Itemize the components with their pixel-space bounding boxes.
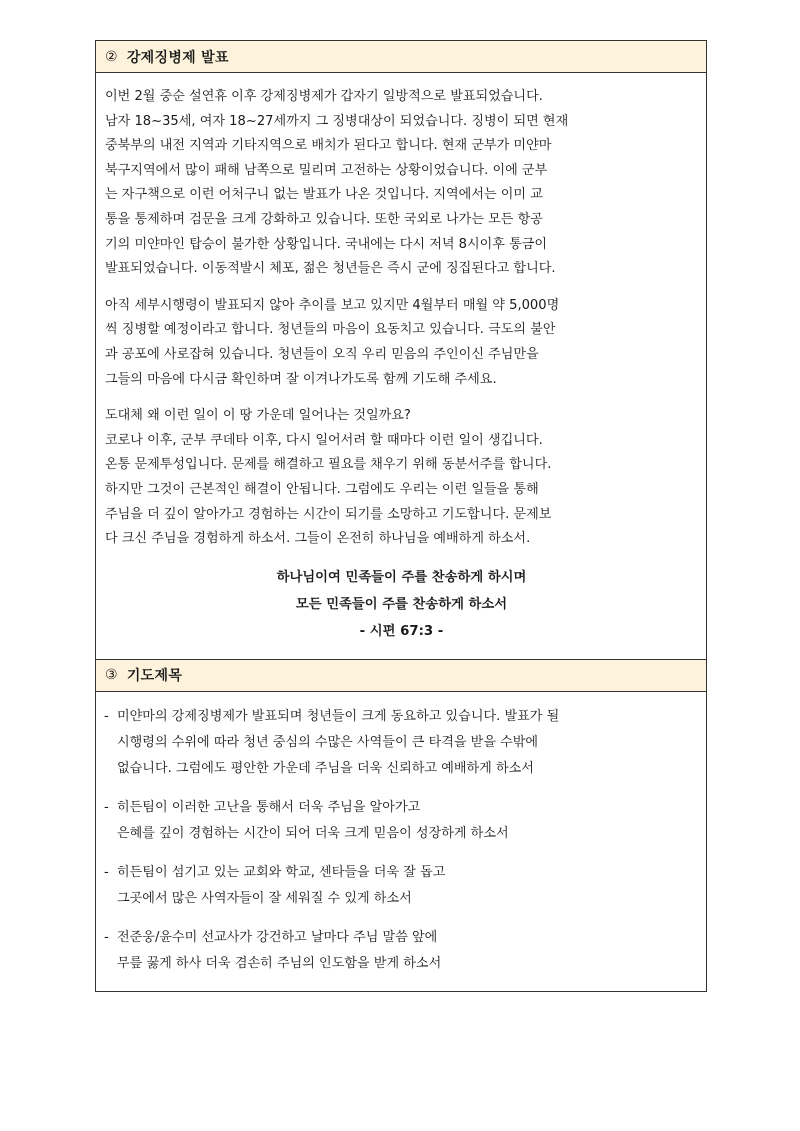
- verse-reference: - 시편 67:3 -: [359, 623, 444, 639]
- paragraph-line: 아직 세부시행령이 발표되지 않아 추이를 보고 있지만 4월부터 매월 약 5,000명: [105, 297, 560, 313]
- prayer-line: 히든팀이 섬기고 있는 교회와 학교, 센타들을 더욱 잘 돕고: [117, 864, 446, 880]
- verse-line: 하나님이여 민족들이 주를 찬송하게 하시며: [276, 569, 527, 585]
- prayer-item: [104, 795, 698, 847]
- prayer-item: [104, 925, 698, 977]
- prayer-text: [117, 704, 559, 782]
- prayer-text: [117, 925, 441, 977]
- paragraph: [105, 85, 698, 282]
- bullet-dash: -: [104, 864, 109, 880]
- section-number: ③: [105, 667, 118, 684]
- newsletter-page: [95, 40, 707, 992]
- prayer-line: 없습니다. 그럼에도 평안한 가운데 주님을 더욱 신뢰하고 예배하게 하소서: [117, 760, 534, 776]
- paragraph-line: 통을 통제하며 검문을 크게 강화하고 있습니다. 또한 국외로 나가는 모든 항공: [105, 211, 543, 227]
- prayer-line: 은혜를 깊이 경험하는 시간이 되어 더욱 크게 믿음이 성장하게 하소서: [117, 825, 509, 841]
- prayer-line: 시행령의 수위에 따라 청년 중심의 수많은 사역들이 큰 타격을 받을 수밖에: [117, 734, 539, 750]
- section-title: 강제징병제 발표: [126, 49, 229, 66]
- paragraph-line: 는 자구책으로 이런 어처구니 없는 발표가 나온 것입니다. 지역에서는 이미 교: [105, 187, 543, 203]
- paragraph-line: 북구지역에서 많이 패해 남쪽으로 밀리며 고전하는 상황이었습니다. 이에 군부: [105, 162, 548, 178]
- section-number: ②: [105, 48, 118, 65]
- paragraph-line: 이번 2월 중순 설연휴 이후 강제징병제가 갑자기 일방적으로 발표되었습니다.: [105, 89, 543, 104]
- prayer-line: 미얀마의 강제징병제가 발표되며 청년들이 크게 동요하고 있습니다. 발표가 될: [117, 708, 560, 724]
- prayer-text: [117, 795, 509, 847]
- paragraph-line: 씩 징병할 예정이라고 합니다. 청년들의 마음이 요동치고 있습니다. 극도의 불안: [105, 322, 556, 338]
- paragraph-line: 다 크신 주님을 경험하게 하소서. 그들이 온전히 하나님을 예배하게 하소서.: [105, 531, 531, 547]
- section-body: [96, 73, 706, 659]
- section-header: [96, 660, 706, 692]
- section-header: [96, 41, 706, 73]
- paragraph-line: 기의 미얀마인 탑승이 불가한 상황입니다. 국내에는 다시 저녁 8시이후 통금이: [105, 236, 548, 252]
- prayer-list: [96, 692, 706, 991]
- paragraph-line: 발표되었습니다. 이동적발시 체포, 젊은 청년들은 즉시 군에 징집된다고 합니다.: [105, 261, 556, 277]
- section-conscription: [95, 40, 707, 660]
- prayer-item: [104, 704, 698, 782]
- prayer-line: 무릎 꿇게 하사 더욱 겸손히 주님의 인도함을 받게 하소서: [117, 955, 442, 971]
- verse-line: 모든 민족들이 주를 찬송하게 하소서: [295, 596, 508, 612]
- paragraph-line: 남자 18~35세, 여자 18~27세까지 그 징병대상이 되었습니다. 징병이 되면 현재: [105, 113, 569, 129]
- prayer-line: 그곳에서 많은 사역자들이 잘 세워질 수 있게 하소서: [117, 890, 412, 906]
- paragraph-line: 하지만 그것이 근본적인 해결이 안됩니다. 그럼에도 우리는 이런 일들을 통해: [105, 481, 539, 497]
- bullet-dash: -: [104, 929, 109, 945]
- bullet-dash: -: [104, 708, 109, 724]
- section-prayer-requests: [95, 660, 707, 992]
- paragraph-line: 도대체 왜 이런 일이 이 땅 가운데 일어나는 것일까요?: [105, 408, 411, 424]
- prayer-item: [104, 860, 698, 912]
- paragraph-line: 중북부의 내전 지역과 기타지역으로 배치가 된다고 합니다. 현재 군부가 미얀마: [105, 138, 552, 154]
- prayer-text: [117, 860, 445, 912]
- paragraph-line: 그들의 마음에 다시금 확인하며 잘 이겨나가도록 함께 기도해 주세요.: [105, 371, 497, 387]
- paragraph-line: 온통 문제투성입니다. 문제를 해결하고 필요를 채우기 위해 동분서주를 합니다.: [105, 457, 552, 473]
- paragraph-line: 주님을 더 깊이 알아가고 경험하는 시간이 되기를 소망하고 기도합니다. 문제보: [105, 506, 552, 522]
- prayer-line: 히든팀이 이러한 고난을 통해서 더욱 주님을 알아가고: [117, 799, 421, 815]
- bullet-dash: -: [104, 799, 109, 815]
- prayer-line: 전준웅/윤수미 선교사가 강건하고 날마다 주님 말씀 앞에: [117, 929, 438, 945]
- paragraph-line: 과 공포에 사로잡혀 있습니다. 청년들이 오직 우리 믿음의 주인이신 주님만을: [105, 346, 539, 362]
- paragraph: [105, 404, 698, 552]
- paragraph-line: 코로나 이후, 군부 쿠데타 이후, 다시 일어서려 할 때마다 이런 일이 생깁니다.: [105, 432, 543, 448]
- section-title: 기도제목: [126, 668, 183, 685]
- bible-verse: [105, 552, 698, 659]
- paragraph: [105, 294, 698, 392]
